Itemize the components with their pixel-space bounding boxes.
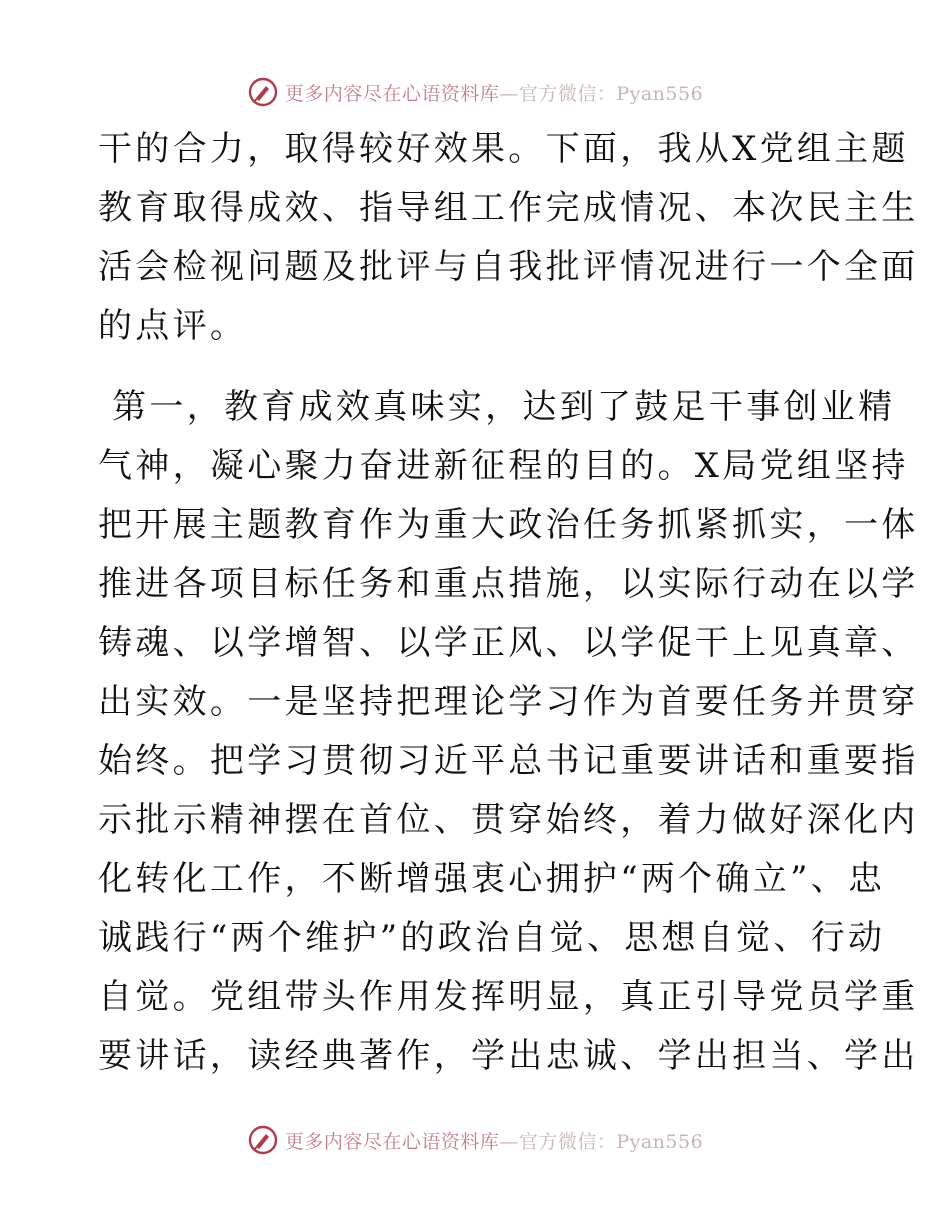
paragraph-spacer <box>98 356 858 378</box>
header-brand-text <box>285 79 703 106</box>
pen-circle-icon <box>247 1124 279 1156</box>
page-footer <box>0 1120 950 1160</box>
text-line: 把开展主题教育作为重大政治任务抓紧抓实，一体 <box>98 505 919 545</box>
text-line: 教育取得成效、指导组工作完成情况、本次民主生 <box>98 188 919 228</box>
text-line: 干的合力，取得较好效果。下面，我从X党组主题 <box>98 129 909 169</box>
text-line: 推进各项目标任务和重点措施，以实际行动在以学 <box>98 564 919 604</box>
footer-brand-suffix: —官方微信：Pyan556 <box>499 1130 704 1153</box>
header-brand-suffix: —官方微信：Pyan556 <box>499 82 704 105</box>
footer-brand <box>247 1124 703 1156</box>
document-body <box>98 120 919 1086</box>
paragraph <box>98 120 919 356</box>
text-line: 铸魂、以学增智、以学正风、以学促干上见真章、 <box>98 623 919 663</box>
text-line: 示批示精神摆在首位、贯穿始终，着力做好深化内 <box>98 800 919 840</box>
text-line: 活会检视问题及批评与自我批评情况进行一个全面 <box>98 247 919 287</box>
pen-circle-icon <box>247 76 279 108</box>
header-brand <box>247 76 703 108</box>
text-line: 的点评。 <box>98 306 248 346</box>
text-line: 自觉。党组带头作用发挥明显，真正引导党员学重 <box>98 977 919 1017</box>
text-line: 要讲话，读经典著作，学出忠诚、学出担当、学出 <box>98 1036 919 1076</box>
text-line: 气神，凝心聚力奋进新征程的目的。X局党组坚持 <box>98 446 909 486</box>
footer-brand-prefix: 更多内容尽在心语资料库 <box>284 1130 500 1153</box>
header-brand-prefix: 更多内容尽在心语资料库 <box>284 82 500 105</box>
text-line: 第一，教育成效真味实，达到了鼓足干事创业精 <box>98 387 896 427</box>
text-line: 诚践行“两个维护”的政治自觉、思想自觉、行动 <box>98 918 886 958</box>
footer-brand-text <box>285 1127 703 1154</box>
page-header <box>0 72 950 112</box>
text-line: 始终。把学习贯彻习近平总书记重要讲话和重要指 <box>98 741 919 781</box>
text-line: 化转化工作，不断增强衷心拥护“两个确立”、忠 <box>98 859 886 899</box>
paragraph <box>98 378 919 1086</box>
text-line: 出实效。一是坚持把理论学习作为首要任务并贯穿 <box>98 682 919 722</box>
